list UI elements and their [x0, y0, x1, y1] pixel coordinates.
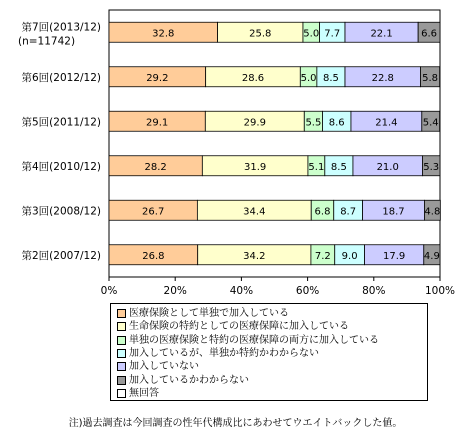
data-label: 32.8 [152, 28, 175, 40]
data-label: 28.6 [241, 72, 265, 84]
legend-swatch [117, 362, 126, 371]
data-label: 29.2 [146, 72, 169, 84]
legend-swatch [117, 322, 126, 331]
legend-item [117, 334, 427, 347]
data-label: 6.8 [314, 206, 331, 218]
x-tick-label: 60% [295, 285, 320, 297]
x-tick-label: 40% [229, 285, 254, 297]
data-label: 5.4 [422, 117, 439, 129]
data-label: 31.9 [244, 161, 267, 173]
legend-item [117, 387, 427, 400]
legend-item [117, 373, 427, 386]
legend-item [117, 360, 427, 373]
legend-item [117, 307, 427, 320]
data-label: 6.6 [421, 28, 438, 40]
category-label: 第7回(2013/12) [21, 21, 101, 34]
data-label: 5.1 [308, 161, 325, 173]
footnote: 注)過去調査は今回調査の性年代構成比にあわせてウエイトバックした値。 [68, 418, 403, 429]
x-tick-label: 0% [100, 285, 118, 297]
data-label: 7.2 [314, 250, 331, 262]
data-label: 34.2 [243, 250, 266, 262]
legend-label: 医療保険として単独で加入している [129, 308, 289, 320]
legend-label: 単独の医療保険と特約の医療保障の両方に加入している [129, 334, 379, 346]
legend-item [117, 320, 427, 333]
data-label: 5.0 [303, 28, 320, 40]
data-label: 4.8 [424, 206, 441, 218]
data-label: 5.5 [305, 117, 322, 129]
legend-label: 生命保険の特約としての医療保障に加入している [129, 321, 349, 333]
data-label: 8.7 [340, 206, 357, 218]
data-label: 8.5 [330, 161, 347, 173]
data-label: 7.7 [324, 28, 341, 40]
data-label: 17.9 [383, 250, 406, 262]
legend-label: 加入していない [129, 361, 199, 373]
data-label: 21.0 [376, 161, 399, 173]
legend-item [117, 347, 427, 360]
legend-label: 無回答 [129, 387, 159, 399]
data-label: 22.8 [371, 72, 394, 84]
data-label: 21.4 [375, 117, 398, 129]
category-label: 第4回(2010/12) [21, 160, 101, 173]
data-label: 5.0 [300, 72, 317, 84]
data-label: 29.1 [146, 117, 169, 129]
legend-swatch [117, 349, 126, 358]
legend-label: 加入しているかわからない [129, 374, 249, 386]
data-label: 5.3 [423, 161, 440, 173]
legend-swatch [117, 389, 126, 398]
x-tick-label: 80% [362, 285, 386, 297]
data-label: 9.0 [341, 250, 358, 262]
data-label: 22.1 [370, 28, 393, 40]
data-label: 4.9 [423, 250, 440, 262]
category-label: 第5回(2011/12) [21, 116, 101, 129]
category-label: 第6回(2012/12) [21, 71, 101, 84]
legend [110, 303, 428, 401]
data-label: 26.7 [142, 206, 165, 218]
data-label: 26.8 [142, 250, 165, 262]
x-tick-label: 100% [424, 285, 456, 297]
category-label: 第3回(2008/12) [21, 205, 101, 218]
data-label: 25.8 [249, 28, 272, 40]
data-label: 29.9 [243, 117, 266, 129]
data-label: 28.2 [144, 161, 167, 173]
legend-swatch [117, 309, 126, 318]
legend-swatch [117, 336, 126, 345]
data-label: 8.5 [322, 72, 339, 84]
data-label: 8.6 [328, 117, 345, 129]
legend-swatch [117, 376, 126, 385]
category-label: 第2回(2007/12) [21, 249, 101, 262]
x-tick-label: 20% [163, 285, 187, 297]
data-label: 34.4 [243, 206, 266, 218]
data-label: 5.8 [422, 72, 439, 84]
data-label: 18.7 [382, 206, 405, 218]
plot-frame [109, 10, 440, 277]
legend-label: 加入しているが、単独か特約かわからない [129, 348, 319, 360]
category-sublabel: (n=11742) [18, 35, 76, 48]
